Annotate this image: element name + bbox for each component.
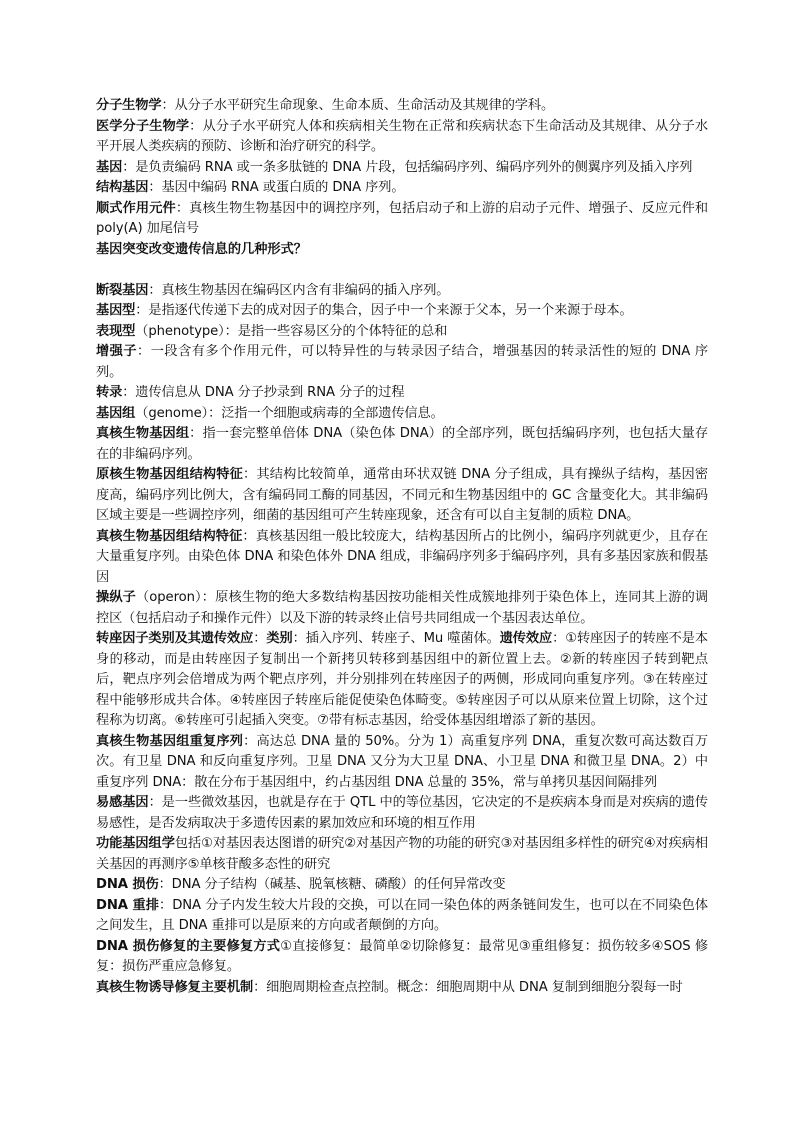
entry-eukaryotic-genome bbox=[96, 424, 708, 465]
entry-cis-acting-element bbox=[96, 199, 708, 240]
term: DNA 损伤修复的主要修复方式 bbox=[96, 938, 281, 954]
definition: ：DNA 分子内发生较大片段的交换，可以在同一染色体的两条链间发生，也可以在不同染色体之间发生，且 DNA 重排可以是原来的方向或者颠倒的方向。 bbox=[96, 897, 708, 933]
entry-eukaryotic-genome-features bbox=[96, 527, 708, 589]
entry-susceptibility-gene bbox=[96, 793, 708, 834]
genetic-effect-text: ：①转座因子的转座不是本身的移动，而是由转座因子复制出一个新拷贝转移到基因组中的新位置上去。②新的转座因子转到靶点后，靶点序列会倍增成为两个靶点序列，并分别排列在转座因子的两侧，形成同向重复序列。③在转座过程中能够形成共合体。④转座因子转座后能促使染色体畸变。⑤转座因子可以从原来位置上切除，这个过程称为切离。⑥转座可引起插入突变。⑦带有标志基因，给受体基因组增添了新的基因。 bbox=[96, 631, 708, 728]
definition: ：是一些微效基因，也就是存在于 QTL 中的等位基因，它决定的不是疾病本身而是对疾病的遗传易感性，是否发病取决于多遗传因素的累加效应和环境的相互作用 bbox=[96, 795, 708, 831]
entry-functional-genomics bbox=[96, 834, 708, 875]
definition: ：从分子水平研究生命现象、生命本质、生命活动及其规律的学科。 bbox=[161, 98, 555, 113]
definition: ：DNA 分子结构（碱基、脱氧核糖、磷酸）的任何异常改变 bbox=[158, 877, 506, 892]
term: 顺式作用元件 bbox=[96, 200, 176, 216]
term: 真核生物诱导修复主要机制 bbox=[96, 979, 254, 995]
term: 原核生物基因组结构特征 bbox=[96, 467, 244, 482]
entry-transposable-elements bbox=[96, 629, 708, 732]
entry-inducible-repair bbox=[96, 978, 708, 999]
entry-phenotype bbox=[96, 322, 708, 343]
term: 真核生物基因组重复序列 bbox=[96, 733, 244, 749]
term: 转录 bbox=[96, 385, 123, 400]
definition: ：是指逐代传递下去的成对因子的集合，因子中一个来源于父本，另一个来源于母本。 bbox=[135, 303, 633, 318]
entry-repetitive-sequences bbox=[96, 732, 708, 794]
term: 分子生物学 bbox=[96, 98, 162, 113]
definition: ①直接修复：最简单②切除修复：最常见③重组修复：损伤较多④SOS 修复：损伤严重应急修复。 bbox=[96, 938, 709, 974]
blank-line bbox=[96, 260, 708, 281]
separator: ： bbox=[253, 631, 267, 646]
definition: ：遗传信息从 DNA 分子抄录到 RNA 分子的过程 bbox=[122, 385, 405, 400]
definition: （operon）：原核生物的绝大多数结构基因按功能相关性成簇地排列于染色体上，连同其上游的调控区（包括启动子和操作元件）以及下游的转录终止信号共同组成一个基因表达单位。 bbox=[96, 590, 708, 626]
term: 真核生物基因组结构特征 bbox=[96, 528, 243, 544]
entry-structural-gene bbox=[96, 178, 708, 199]
term: 操纵子 bbox=[96, 590, 136, 605]
label-category: 类别 bbox=[266, 631, 293, 646]
entry-medical-molecular-biology bbox=[96, 117, 708, 158]
definition: ：指一套完整单倍体 DNA（染色体 DNA）的全部序列，既包括编码序列，也包括大量存在的非编码序列。 bbox=[96, 426, 708, 462]
term: DNA 损伤 bbox=[96, 877, 159, 892]
definition: ：高达总 DNA 量的 50%。分为 1）高重复序列 DNA，重复次数可高达数百万次。有卫星 DNA 和反向重复序列。卫星 DNA 又分为大卫星 DNA、小卫星 DNA 和微卫星 DNA。2）中重复序列 DNA：散在分布于基因组中，约占基因组 DNA 总量的 35%，常与单拷贝基因间隔排列 bbox=[96, 733, 708, 790]
definition: ：是负责编码 RNA 或一条多肽链的 DNA 片段，包括编码序列、编码序列外的侧翼序列及插入序列 bbox=[122, 159, 693, 175]
definition: 包括①对基因表达图谱的研究②对基因产物的功能的研究③对基因组多样性的研究④对疾病相关基因的再测序⑤单核苷酸多态性的研究 bbox=[96, 836, 709, 872]
term: 基因型 bbox=[96, 303, 136, 318]
term: 断裂基因 bbox=[96, 282, 149, 298]
label-genetic-effect: 遗传效应 bbox=[499, 631, 553, 646]
term: 增强子 bbox=[96, 344, 138, 359]
term: 表现型 bbox=[96, 323, 136, 339]
definition: ：其结构比较简单，通常由环状双链 DNA 分子组成，具有操纵子结构，基因密度高，编码序列比例大，含有编码同工酶的同基因，不同元和生物基因组中的 GC 含量变化大。其非编码区域主要是一些调控序列，细菌的基因组可产生转座现象，还含有可以自主复制的质粒 DNA。 bbox=[96, 467, 708, 523]
entry-genotype bbox=[96, 301, 708, 322]
definition: ：从分子水平研究人体和疾病相关生物在正常和疾病状态下生命活动及其规律、从分子水平开展人类疾病的预防、诊断和治疗研究的科学。 bbox=[96, 118, 708, 154]
term: 结构基因 bbox=[96, 180, 149, 195]
definition: （phenotype）：是指一些容易区分的个体特征的总和 bbox=[135, 323, 448, 339]
term: 功能基因组学 bbox=[96, 836, 175, 851]
definition: ：细胞周期检查点控制。概念：细胞周期中从 DNA 复制到细胞分裂每一时 bbox=[253, 979, 683, 995]
entry-molecular-biology bbox=[96, 96, 708, 117]
category-text: ：插入序列、转座子、Mu 噬菌体。 bbox=[292, 631, 500, 646]
term: 真核生物基因组 bbox=[96, 426, 190, 441]
definition: ：真核基因组一般比较庞大，结构基因所占的比例小，编码序列就更少，且存在大量重复序列。由染色体 DNA 和染色体外 DNA 组成，非编码序列多于编码序列，具有多基因家族和假基因 bbox=[96, 528, 708, 585]
term: DNA 重排 bbox=[96, 897, 159, 913]
entry-operon bbox=[96, 588, 708, 629]
entry-dna-repair bbox=[96, 937, 708, 978]
definition: ：一段含有多个作用元件，可以特异性的与转录因子结合，增强基因的转录活性的短的 DNA 序列。 bbox=[96, 344, 709, 380]
term: 医学分子生物学 bbox=[96, 118, 190, 134]
term: 基因组 bbox=[96, 405, 136, 421]
entry-dna-rearrangement bbox=[96, 896, 708, 937]
term: 转座因子类别及其遗传效应 bbox=[96, 631, 254, 646]
entry-enhancer bbox=[96, 342, 708, 383]
entry-prokaryotic-genome-features bbox=[96, 465, 708, 527]
definition: ：基因中编码 RNA 或蛋白质的 DNA 序列。 bbox=[148, 180, 405, 195]
entry-gene bbox=[96, 158, 708, 179]
document-page bbox=[96, 96, 708, 998]
definition: ：真核生物基因在编码区内含有非编码的插入序列。 bbox=[148, 282, 450, 298]
entry-transcription bbox=[96, 383, 708, 404]
term: 易感基因 bbox=[96, 795, 149, 810]
entry-dna-damage bbox=[96, 875, 708, 896]
definition: （genome）：泛指一个细胞或病毒的全部遗传信息。 bbox=[135, 405, 444, 421]
entry-split-gene bbox=[96, 281, 708, 302]
definition: ：真核生物生物基因中的调控序列，包括启动子和上游的启动子元件、增强子、反应元件和 poly(A) 加尾信号 bbox=[96, 200, 708, 236]
entry-genome bbox=[96, 404, 708, 425]
section-heading: 基因突变改变遗传信息的几种形式？ bbox=[96, 241, 307, 257]
term: 基因 bbox=[96, 159, 123, 175]
